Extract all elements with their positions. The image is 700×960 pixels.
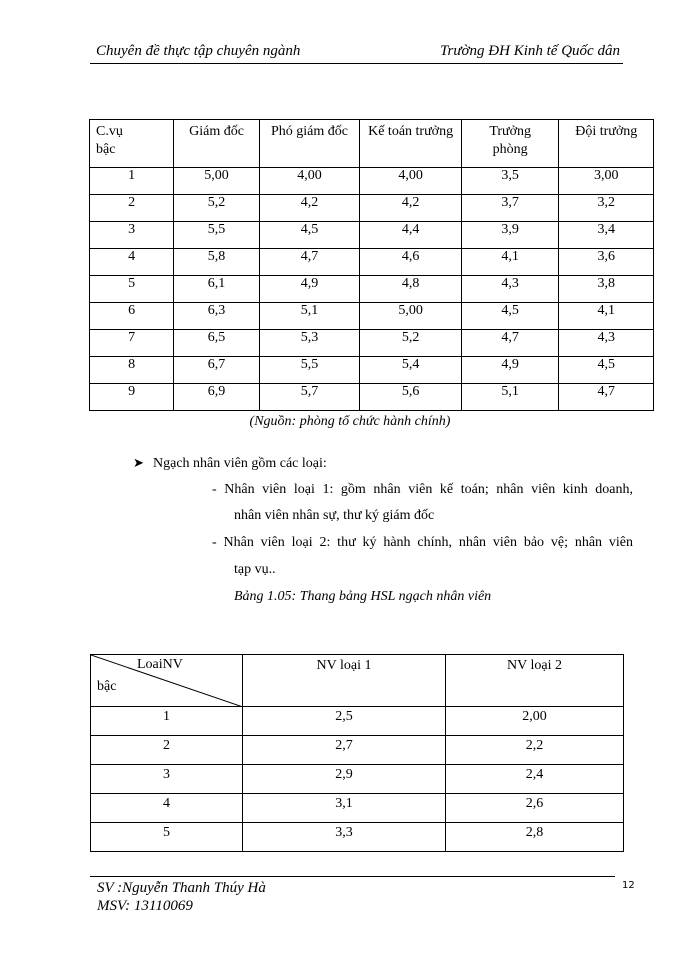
corner-label-grade: bậc (97, 679, 117, 694)
table-cell: 2,5 (243, 707, 446, 736)
corner-label-type: LoaiNV (137, 657, 183, 672)
table-cell: 2 (90, 195, 174, 222)
staff-type-1-line2: nhân viên nhân sự, thư ký giám đốc (234, 508, 435, 523)
table-cell: 9 (90, 384, 174, 411)
table-cell: 5,5 (259, 357, 360, 384)
table-cell: 4 (90, 249, 174, 276)
table-cell: 3,9 (461, 222, 559, 249)
table-row (91, 707, 624, 736)
table-cell: 4,5 (559, 357, 654, 384)
staff-type-1-line1: - Nhân viên loại 1: gồm nhân viên kế toán; nhân viên kinh doanh, (212, 482, 633, 497)
table-row (90, 303, 654, 330)
table-row (90, 276, 654, 303)
table-cell: 6,5 (174, 330, 259, 357)
table-row (90, 168, 654, 195)
table-cell: 1 (91, 707, 243, 736)
table-cell: 3,00 (559, 168, 654, 195)
table-cell: 4,00 (360, 168, 462, 195)
header-cell: C.vụ bậc (90, 120, 174, 168)
arrow-bullet-icon: ➤ (133, 455, 144, 470)
table-cell: 5,5 (174, 222, 259, 249)
table-row (90, 357, 654, 384)
table-cell: 2,8 (446, 823, 624, 852)
header-cell: NV loại 1 (243, 655, 446, 707)
staff-type-2-line2: tạp vụ.. (234, 562, 276, 577)
table-cell: 3,3 (243, 823, 446, 852)
footer-divider (90, 876, 615, 877)
staff-type-2-line1: - Nhân viên loại 2: thư ký hành chính, nhân viên bảo vệ; nhân viên (212, 535, 633, 550)
table-cell: 3,7 (461, 195, 559, 222)
table-cell: 4,3 (559, 330, 654, 357)
table-cell: 3,4 (559, 222, 654, 249)
table-cell: 5,4 (360, 357, 462, 384)
table-cell: 4,5 (259, 222, 360, 249)
header-cell: Giám đốc (174, 120, 259, 168)
salary-scale-table (89, 119, 654, 411)
table-cell: 5,8 (174, 249, 259, 276)
student-id: MSV: 13110069 (97, 898, 193, 914)
table-row (90, 330, 654, 357)
table-row (90, 222, 654, 249)
table-cell: 5,2 (174, 195, 259, 222)
table-header-row (90, 120, 654, 168)
table-cell: 2,2 (446, 736, 624, 765)
table-cell: 2,6 (446, 794, 624, 823)
table-cell: 4,00 (259, 168, 360, 195)
table-cell: 4,4 (360, 222, 462, 249)
header-divider (90, 63, 623, 64)
table-header-row (91, 655, 624, 707)
table-cell: 4,9 (259, 276, 360, 303)
table-row (90, 384, 654, 411)
table-cell: 4,8 (360, 276, 462, 303)
table-row (90, 249, 654, 276)
table-cell: 2,00 (446, 707, 624, 736)
table-cell: 5 (91, 823, 243, 852)
table-cell: 3 (90, 222, 174, 249)
table-cell: 4,1 (461, 249, 559, 276)
table-cell: 3,2 (559, 195, 654, 222)
table-cell: 7 (90, 330, 174, 357)
table-cell: 8 (90, 357, 174, 384)
table-cell: 1 (90, 168, 174, 195)
table-row (91, 823, 624, 852)
header-cell: NV loại 2 (446, 655, 624, 707)
table-cell: 4,7 (259, 249, 360, 276)
table-cell: 6,1 (174, 276, 259, 303)
table-cell: 2,7 (243, 736, 446, 765)
diagonal-corner-cell (91, 655, 243, 707)
table-cell: 5,1 (461, 384, 559, 411)
table-caption: Bảng 1.05: Thang bảng HSL ngạch nhân viên (234, 589, 492, 604)
table-cell: 3,8 (559, 276, 654, 303)
table-cell: 5,00 (360, 303, 462, 330)
table-cell: 6 (90, 303, 174, 330)
table-cell: 4,7 (461, 330, 559, 357)
header-left-title: Chuyên đề thực tập chuyên ngành (96, 43, 301, 59)
table-cell: 4,7 (559, 384, 654, 411)
bullet-item (133, 455, 327, 472)
bullet-text: Ngạch nhân viên gồm các loại: (153, 456, 327, 471)
header-cell: Phó giám đốc (259, 120, 360, 168)
table-cell: 4,2 (259, 195, 360, 222)
table-cell: 4,3 (461, 276, 559, 303)
table-cell: 4,9 (461, 357, 559, 384)
student-name: SV :Nguyễn Thanh Thúy Hà (97, 880, 266, 896)
table-cell: 5,1 (259, 303, 360, 330)
table-row (91, 736, 624, 765)
table-cell: 5,00 (174, 168, 259, 195)
table-cell: 5 (90, 276, 174, 303)
staff-grade-table (90, 654, 624, 852)
page-number: 12 (622, 880, 635, 891)
table-cell: 2,4 (446, 765, 624, 794)
table-row (91, 794, 624, 823)
table-row (90, 195, 654, 222)
header-cell: Đội trưởng (559, 120, 654, 168)
table-cell: 2 (91, 736, 243, 765)
table-row (91, 765, 624, 794)
table-cell: 4,6 (360, 249, 462, 276)
header-cell: Kế toán trưởng (360, 120, 462, 168)
table-cell: 4,5 (461, 303, 559, 330)
table-cell: 5,6 (360, 384, 462, 411)
header-right-title: Trường ĐH Kinh tế Quốc dân (440, 43, 620, 59)
source-note: (Nguồn: phòng tổ chức hành chính) (249, 414, 451, 429)
table-cell: 3 (91, 765, 243, 794)
table-cell: 6,9 (174, 384, 259, 411)
table-cell: 5,2 (360, 330, 462, 357)
table-cell: 3,1 (243, 794, 446, 823)
table-cell: 3,6 (559, 249, 654, 276)
table-cell: 6,7 (174, 357, 259, 384)
table-cell: 6,3 (174, 303, 259, 330)
table-cell: 5,7 (259, 384, 360, 411)
table-cell: 4,1 (559, 303, 654, 330)
table-cell: 4,2 (360, 195, 462, 222)
table-cell: 5,3 (259, 330, 360, 357)
header-cell: Trưởng phòng (461, 120, 559, 168)
table-cell: 3,5 (461, 168, 559, 195)
table-cell: 4 (91, 794, 243, 823)
table-cell: 2,9 (243, 765, 446, 794)
